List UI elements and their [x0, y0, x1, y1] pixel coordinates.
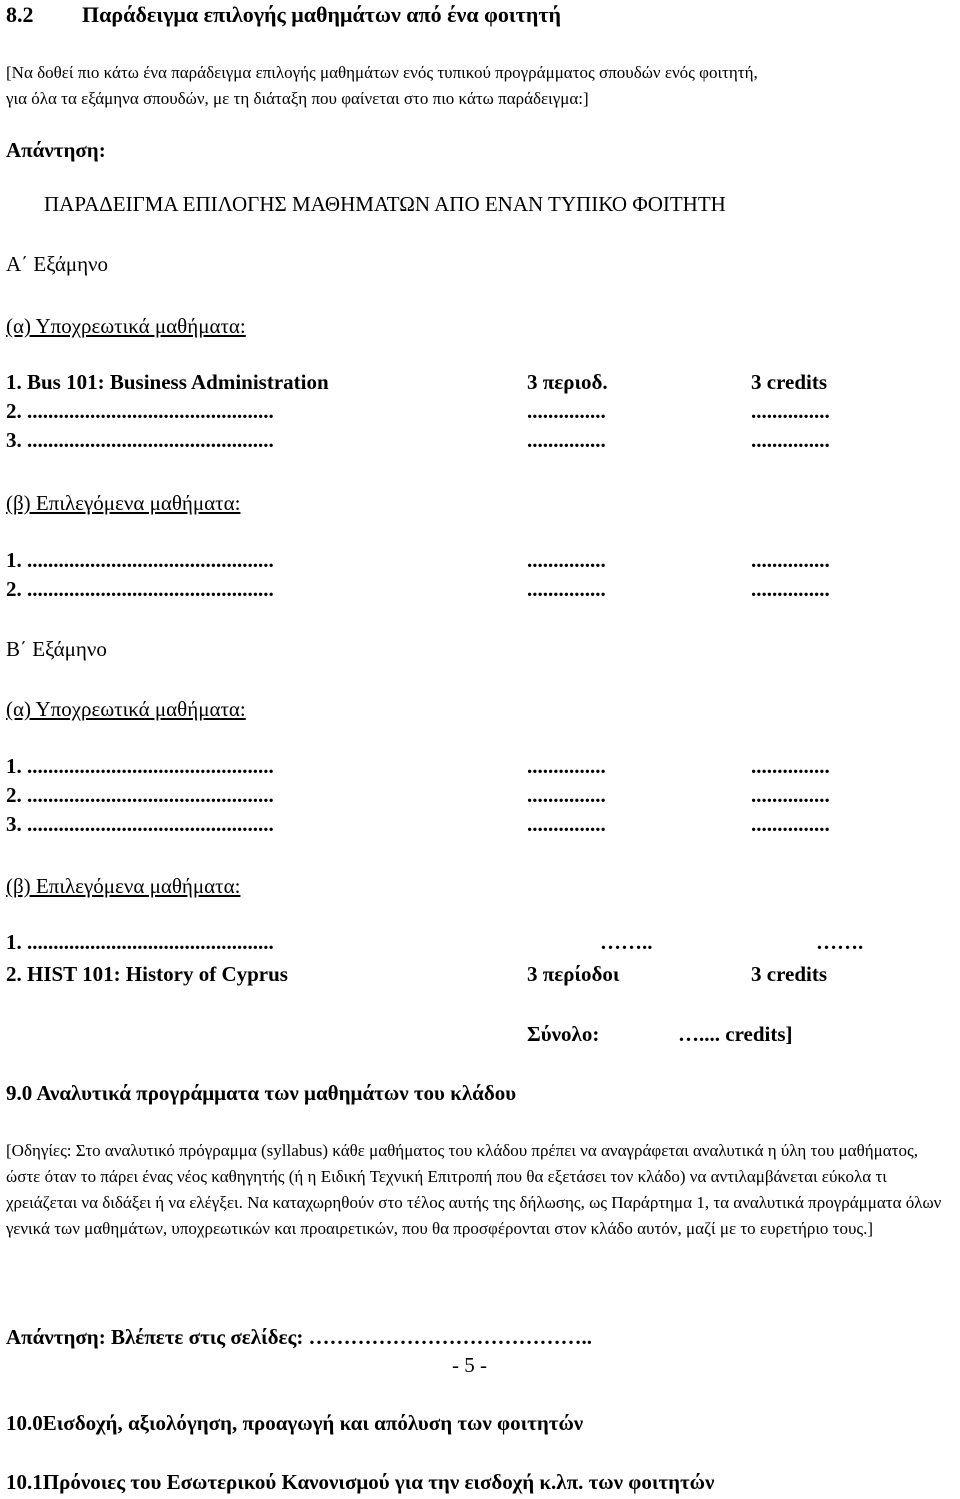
semester-a-compulsory-label: (α) Υποχρεωτικά μαθήματα: [6, 314, 246, 338]
section-9-instructions: [Οδηγίες: Στο αναλυτικό πρόγραμμα (syllabus) κάθε μαθήματος του κλάδου πρέπει να αναγράφεται αναλυτικά η ύλη του μαθήματος, ώστε όταν το πάρει ένας νέος καθηγητής (ή η Ειδική Τεχνική Επιτροπή που θα εξετάσει τον κλάδο) να αντιλαμβάνεται εύκολα τι χρειάζεται να διδάξει ή να ελέγξει. Να καταχωρηθούν στο τέλος αυτής της δήλωσης, ως Παράρτημα 1, τα αναλυτικά προγράμματα όλων γενικά των μαθημάτων, υποχρεωτικών και προαιρετικών, που θα προσφέρονται στον κλάδο αυτόν, μαζί με το ευρετήριο τους.] [6, 1141, 942, 1238]
course-credits: 3 credits [751, 370, 828, 394]
course-periods: ............... [527, 812, 606, 836]
total-value: ….... credits] [678, 1022, 793, 1046]
course-periods: …….. [600, 930, 653, 954]
course-credits: 3 credits [751, 962, 828, 986]
section-9-title: 9.0 Αναλυτικά προγράμματα των μαθημάτων του κλάδου [6, 1081, 517, 1105]
course-credits: ............... [751, 754, 830, 778]
semester-a-elective-label: (β) Επιλεγόμενα μαθήματα: [6, 491, 241, 515]
course-name: 2. ............................................... [6, 577, 274, 601]
course-credits: ……. [816, 930, 864, 954]
instruction-line-1: [Να δοθεί πιο κάτω ένα παράδειγμα επιλογής μαθημάτων ενός τυπικού προγράμματος σπουδών ενός φοιτητή, [6, 63, 758, 82]
semester-a-title: Α΄ Εξάμηνο [6, 252, 109, 276]
semester-b-title: Β΄ Εξάμηνο [6, 637, 107, 661]
course-credits: ............... [751, 812, 830, 836]
section-10-1-title: 10.1Πρόνοιες του Εσωτερικού Κανονισμού για την εισδοχή κ.λπ. των φοιτητών [6, 1470, 715, 1494]
example-heading: ΠΑΡΑΔΕΙΓΜΑ ΕΠΙΛΟΓΗΣ ΜΑΘΗΜΑΤΩΝ ΑΠΟ ΕΝΑΝ ΤΥΠΙΚΟ ΦΟΙΤΗΤΗ [44, 192, 726, 216]
course-name: 2. HIST 101: History of Cyprus [6, 962, 288, 986]
section-9-answer: Απάντηση: Βλέπετε στις σελίδες: ………………………………….. [6, 1325, 593, 1349]
page-number: - 5 - [452, 1353, 487, 1377]
course-periods: ............... [527, 548, 606, 572]
course-name: 1. Bus 101: Business Administration [6, 370, 329, 394]
section-title: Παράδειγμα επιλογής μαθημάτων από ένα φοιτητή [82, 2, 561, 27]
section-number: 8.2 [6, 2, 34, 27]
course-name: 3. ............................................... [6, 428, 274, 452]
course-credits: ............... [751, 399, 830, 423]
total-label: Σύνολο: [527, 1022, 600, 1046]
course-periods: ............... [527, 577, 606, 601]
semester-b-compulsory-label: (α) Υποχρεωτικά μαθήματα: [6, 697, 246, 721]
course-name: 1. ............................................... [6, 548, 274, 572]
course-name: 1. ............................................... [6, 930, 274, 954]
course-name: 2. ............................................... [6, 399, 274, 423]
instruction-line-2: για όλα τα εξάμηνα σπουδών, με τη διάταξη που φαίνεται στο πιο κάτω παράδειγμα:] [6, 89, 589, 108]
section-10-title: 10.0Εισδοχή, αξιολόγηση, προαγωγή και απόλυση των φοιτητών [6, 1411, 584, 1435]
course-name: 1. ............................................... [6, 754, 274, 778]
course-periods: 3 περιοδ. [527, 370, 608, 394]
course-credits: ............... [751, 577, 830, 601]
course-credits: ............... [751, 783, 830, 807]
course-periods: 3 περίοδοι [527, 962, 620, 986]
semester-b-elective-label: (β) Επιλεγόμενα μαθήματα: [6, 874, 241, 898]
course-periods: ............... [527, 428, 606, 452]
course-credits: ............... [751, 428, 830, 452]
course-credits: ............... [751, 548, 830, 572]
answer-label: Απάντηση: [6, 138, 106, 162]
course-periods: ............... [527, 783, 606, 807]
course-periods: ............... [527, 399, 606, 423]
course-name: 2. ............................................... [6, 783, 274, 807]
course-periods: ............... [527, 754, 606, 778]
course-name: 3. ............................................... [6, 812, 274, 836]
